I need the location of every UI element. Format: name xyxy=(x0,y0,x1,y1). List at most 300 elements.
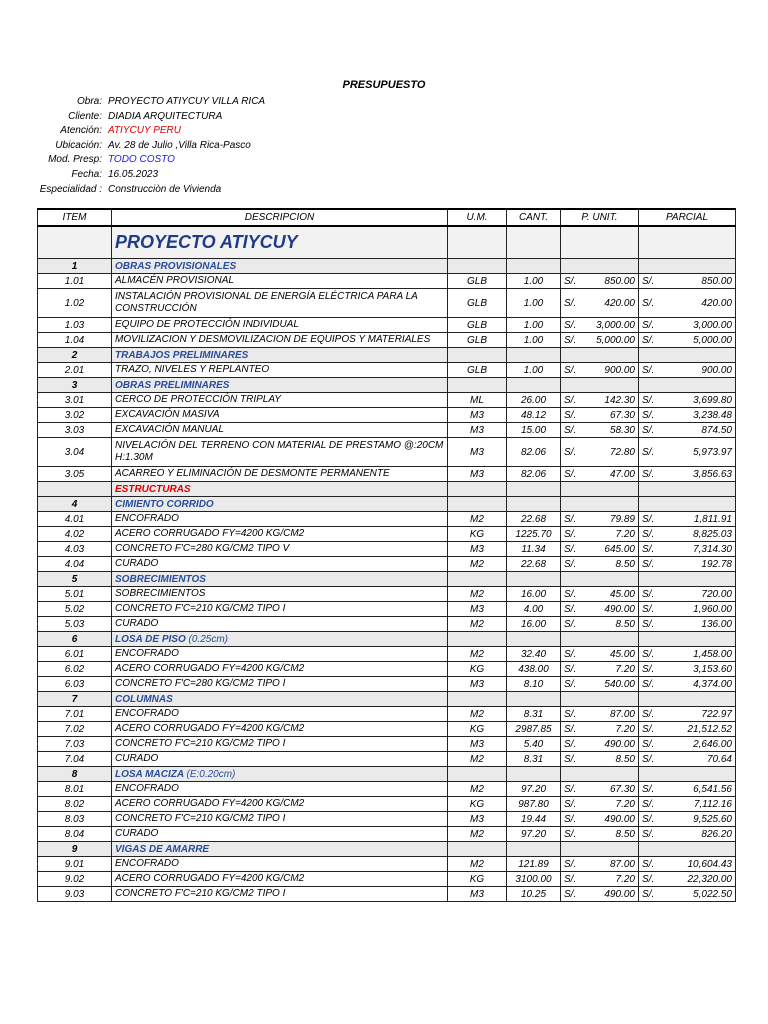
item-unit-price xyxy=(561,617,639,632)
item-description: ENCOFRADO xyxy=(112,782,448,797)
unit-price-value: 8.50 xyxy=(615,828,635,840)
section-number: 7 xyxy=(38,692,112,707)
currency-symbol: S/. xyxy=(642,513,655,525)
unit-price-value: 79.89 xyxy=(609,513,635,525)
currency-symbol: S/. xyxy=(642,558,655,570)
currency-symbol: S/. xyxy=(642,446,655,458)
item-number: 8.02 xyxy=(38,797,112,812)
section-title-text: VIGAS DE AMARRE xyxy=(115,843,210,855)
partial-value: 8,825.03 xyxy=(693,528,732,540)
item-unit-price xyxy=(561,393,639,408)
currency-symbol: S/. xyxy=(564,873,577,885)
partial-value: 900.00 xyxy=(701,364,732,376)
unit-price-value: 8.50 xyxy=(615,558,635,570)
table-row xyxy=(38,393,736,408)
unit-price-value: 490.00 xyxy=(604,738,635,750)
item-quantity: 5.40 xyxy=(507,737,561,752)
info-row-ubicacion xyxy=(30,139,265,154)
empty-cell xyxy=(561,842,639,857)
info-row-atencion xyxy=(30,124,265,139)
item-unit-price xyxy=(561,872,639,887)
table-row xyxy=(38,602,736,617)
item-unit-price xyxy=(561,363,639,378)
currency-symbol: S/. xyxy=(642,753,655,765)
item-quantity: 4.00 xyxy=(507,602,561,617)
currency-symbol: S/. xyxy=(564,813,577,825)
item-quantity: 16.00 xyxy=(507,617,561,632)
item-unit-price xyxy=(561,289,639,318)
item-number: 6.03 xyxy=(38,677,112,692)
item-description: EXCAVACIÓN MASIVA xyxy=(112,408,448,423)
unit-price-value: 7.20 xyxy=(615,798,635,810)
especialidad-value: Construcciòn de Vivienda xyxy=(108,183,222,195)
section-number: 2 xyxy=(38,348,112,363)
item-partial xyxy=(639,872,736,887)
especialidad-label: Especialidad : xyxy=(39,183,102,195)
item-quantity: 8.10 xyxy=(507,677,561,692)
item-quantity: 22.68 xyxy=(507,557,561,572)
item-number: 1.03 xyxy=(38,318,112,333)
item-number: 5.02 xyxy=(38,602,112,617)
item-description: CONCRETO F'C=210 KG/CM2 TIPO I xyxy=(112,737,448,752)
item-unit-price xyxy=(561,318,639,333)
item-unit-price xyxy=(561,887,639,902)
item-unit-price xyxy=(561,797,639,812)
item-partial xyxy=(639,797,736,812)
item-quantity: 48.12 xyxy=(507,408,561,423)
item-unit: M3 xyxy=(448,542,507,557)
item-number: 7.04 xyxy=(38,752,112,767)
item-number: 7.03 xyxy=(38,737,112,752)
empty-cell xyxy=(448,632,507,647)
currency-symbol: S/. xyxy=(564,753,577,765)
item-unit: M3 xyxy=(448,408,507,423)
item-quantity: 1.00 xyxy=(507,363,561,378)
currency-symbol: S/. xyxy=(642,783,655,795)
item-unit-price xyxy=(561,857,639,872)
item-number: 8.04 xyxy=(38,827,112,842)
partial-value: 1,811.91 xyxy=(693,513,732,525)
item-description: ACERO CORRUGADO FY=4200 KG/CM2 xyxy=(112,662,448,677)
empty-cell xyxy=(507,259,561,274)
currency-symbol: S/. xyxy=(642,873,655,885)
empty-cell xyxy=(448,497,507,512)
table-row xyxy=(38,557,736,572)
item-number: 4.01 xyxy=(38,512,112,527)
partial-value: 3,000.00 xyxy=(693,319,732,331)
section-title xyxy=(112,692,448,707)
table-row xyxy=(38,363,736,378)
unit-price-value: 47.00 xyxy=(609,468,635,480)
empty-cell xyxy=(507,482,561,497)
budget-table xyxy=(37,208,736,902)
unit-price-value: 490.00 xyxy=(604,603,635,615)
item-quantity: 2987.85 xyxy=(507,722,561,737)
item-description: ENCOFRADO xyxy=(112,647,448,662)
section-title-text: OBRAS PROVISIONALES xyxy=(115,260,237,272)
mod-presp-label: Mod. Presp: xyxy=(48,154,102,166)
item-number: 4.04 xyxy=(38,557,112,572)
item-number: 7.02 xyxy=(38,722,112,737)
item-quantity: 1.00 xyxy=(507,274,561,289)
unit-price-value: 58.30 xyxy=(609,424,635,436)
section-number: 8 xyxy=(38,767,112,782)
info-row-mod-presp xyxy=(30,153,265,168)
section-row xyxy=(38,482,736,497)
table-row xyxy=(38,707,736,722)
info-row-cliente xyxy=(30,110,265,125)
currency-symbol: S/. xyxy=(564,409,577,421)
item-unit-price xyxy=(561,722,639,737)
item-description: CONCRETO F'C=210 KG/CM2 TIPO I xyxy=(112,887,448,902)
empty-cell xyxy=(561,632,639,647)
item-quantity: 32.40 xyxy=(507,647,561,662)
table-row xyxy=(38,752,736,767)
item-description: ENCOFRADO xyxy=(112,857,448,872)
empty-cell xyxy=(639,497,736,512)
col-header-item: ITEM xyxy=(38,209,112,226)
empty-cell xyxy=(639,842,736,857)
table-row xyxy=(38,617,736,632)
partial-value: 4,374.00 xyxy=(693,678,732,690)
table-row xyxy=(38,527,736,542)
item-unit: M3 xyxy=(448,887,507,902)
empty-cell xyxy=(561,226,639,259)
currency-symbol: S/. xyxy=(564,783,577,795)
section-title-text: TRABAJOS PRELIMINARES xyxy=(115,349,249,361)
currency-symbol: S/. xyxy=(642,648,655,660)
item-description: TRAZO, NIVELES Y REPLANTEO xyxy=(112,363,448,378)
table-row xyxy=(38,857,736,872)
currency-symbol: S/. xyxy=(642,275,655,287)
item-number: 9.01 xyxy=(38,857,112,872)
unit-price-value: 8.50 xyxy=(615,753,635,765)
item-partial xyxy=(639,318,736,333)
currency-symbol: S/. xyxy=(642,319,655,331)
project-title: PROYECTO ATIYCUY xyxy=(112,226,448,259)
unit-price-value: 142.30 xyxy=(604,394,635,406)
section-title xyxy=(112,259,448,274)
item-description: ACERO CORRUGADO FY=4200 KG/CM2 xyxy=(112,872,448,887)
currency-symbol: S/. xyxy=(564,858,577,870)
item-number: 7.01 xyxy=(38,707,112,722)
currency-symbol: S/. xyxy=(642,708,655,720)
empty-cell xyxy=(507,767,561,782)
currency-symbol: S/. xyxy=(642,588,655,600)
item-unit-price xyxy=(561,438,639,467)
item-partial xyxy=(639,647,736,662)
item-unit-price xyxy=(561,647,639,662)
item-partial xyxy=(639,438,736,467)
cliente-value: DIADIA ARQUITECTURA xyxy=(108,110,223,122)
item-partial xyxy=(639,587,736,602)
obra-value: PROYECTO ATIYCUY VILLA RICA xyxy=(108,96,266,107)
item-unit-price xyxy=(561,602,639,617)
item-description: ACERO CORRUGADO FY=4200 KG/CM2 xyxy=(112,722,448,737)
table-row xyxy=(38,587,736,602)
info-row-fecha xyxy=(30,168,265,183)
section-title-text: LOSA MACIZA xyxy=(115,768,184,780)
unit-price-value: 45.00 xyxy=(609,648,635,660)
section-title-text: LOSA DE PISO xyxy=(115,633,186,645)
item-quantity: 1.00 xyxy=(507,289,561,318)
empty-cell xyxy=(448,842,507,857)
item-number: 1.02 xyxy=(38,289,112,318)
partial-value: 192.78 xyxy=(701,558,732,570)
currency-symbol: S/. xyxy=(642,813,655,825)
unit-price-value: 87.00 xyxy=(609,708,635,720)
item-number: 8.01 xyxy=(38,782,112,797)
item-description: ACERO CORRUGADO FY=4200 KG/CM2 xyxy=(112,527,448,542)
fecha-value: 16.05.2023 xyxy=(108,168,159,180)
empty-cell xyxy=(639,348,736,363)
item-description: CURADO xyxy=(112,827,448,842)
item-quantity: 8.31 xyxy=(507,707,561,722)
table-row xyxy=(38,512,736,527)
item-description: CONCRETO F'C=210 KG/CM2 TIPO I xyxy=(112,602,448,617)
currency-symbol: S/. xyxy=(642,858,655,870)
currency-symbol: S/. xyxy=(564,334,577,346)
item-unit: M3 xyxy=(448,812,507,827)
info-row-obra xyxy=(30,95,265,110)
section-title xyxy=(112,378,448,393)
currency-symbol: S/. xyxy=(564,275,577,287)
item-unit: M3 xyxy=(448,602,507,617)
item-unit: GLB xyxy=(448,363,507,378)
currency-symbol: S/. xyxy=(642,603,655,615)
item-unit: M3 xyxy=(448,737,507,752)
currency-symbol: S/. xyxy=(642,618,655,630)
col-header-cant: CANT. xyxy=(507,209,561,226)
item-quantity: 8.31 xyxy=(507,752,561,767)
item-partial xyxy=(639,617,736,632)
table-row xyxy=(38,467,736,482)
item-unit: GLB xyxy=(448,318,507,333)
currency-symbol: S/. xyxy=(564,708,577,720)
currency-symbol: S/. xyxy=(564,723,577,735)
section-title xyxy=(112,842,448,857)
item-description: NIVELACIÓN DEL TERRENO CON MATERIAL DE PRESTAMO @:20CM H:1.30M xyxy=(112,438,448,467)
item-unit: M2 xyxy=(448,782,507,797)
item-unit-price xyxy=(561,557,639,572)
empty-cell xyxy=(561,692,639,707)
item-quantity: 1.00 xyxy=(507,318,561,333)
currency-symbol: S/. xyxy=(642,828,655,840)
unit-price-value: 420.00 xyxy=(604,297,635,309)
item-partial xyxy=(639,274,736,289)
fecha-label: Fecha: xyxy=(71,168,102,180)
currency-symbol: S/. xyxy=(564,618,577,630)
empty-cell xyxy=(507,842,561,857)
partial-value: 136.00 xyxy=(701,618,732,630)
currency-symbol: S/. xyxy=(642,394,655,406)
section-number: 4 xyxy=(38,497,112,512)
partial-value: 6,541.56 xyxy=(693,783,732,795)
unit-price-value: 7.20 xyxy=(615,723,635,735)
unit-price-value: 3,000.00 xyxy=(596,319,635,331)
item-partial xyxy=(639,423,736,438)
section-number: 3 xyxy=(38,378,112,393)
section-row xyxy=(38,572,736,587)
currency-symbol: S/. xyxy=(564,543,577,555)
currency-symbol: S/. xyxy=(642,297,655,309)
item-unit: M3 xyxy=(448,677,507,692)
currency-symbol: S/. xyxy=(564,528,577,540)
section-row xyxy=(38,842,736,857)
item-unit-price xyxy=(561,542,639,557)
col-header-p-unit: P. UNIT. xyxy=(561,209,639,226)
item-description: CONCRETO F'C=280 KG/CM2 TIPO V xyxy=(112,542,448,557)
empty-cell xyxy=(561,572,639,587)
item-number: 3.01 xyxy=(38,393,112,408)
partial-value: 22,320.00 xyxy=(687,873,732,885)
section-title xyxy=(112,632,448,647)
currency-symbol: S/. xyxy=(564,446,577,458)
partial-value: 874.50 xyxy=(701,424,732,436)
item-unit: M2 xyxy=(448,512,507,527)
item-number: 4.02 xyxy=(38,527,112,542)
item-quantity: 82.06 xyxy=(507,438,561,467)
item-unit-price xyxy=(561,512,639,527)
item-unit: GLB xyxy=(448,289,507,318)
item-quantity: 3100.00 xyxy=(507,872,561,887)
document-title: PRESUPUESTO xyxy=(342,79,426,91)
section-number: 5 xyxy=(38,572,112,587)
currency-symbol: S/. xyxy=(642,678,655,690)
currency-symbol: S/. xyxy=(642,798,655,810)
section-title xyxy=(112,482,448,497)
atencion-label: Atención: xyxy=(60,125,102,137)
item-unit: M2 xyxy=(448,587,507,602)
table-row xyxy=(38,438,736,467)
empty-cell xyxy=(507,692,561,707)
table-row xyxy=(38,887,736,902)
currency-symbol: S/. xyxy=(642,888,655,900)
table-body xyxy=(38,226,736,902)
table-row xyxy=(38,318,736,333)
item-unit-price xyxy=(561,467,639,482)
unit-price-value: 7.20 xyxy=(615,528,635,540)
empty-cell xyxy=(448,767,507,782)
unit-price-value: 67.30 xyxy=(609,409,635,421)
currency-symbol: S/. xyxy=(564,828,577,840)
unit-price-value: 8.50 xyxy=(615,618,635,630)
item-partial xyxy=(639,857,736,872)
section-title xyxy=(112,572,448,587)
item-partial xyxy=(639,812,736,827)
empty-cell xyxy=(448,572,507,587)
item-number: 9.03 xyxy=(38,887,112,902)
section-title-text: SOBRECIMIENTOS xyxy=(115,573,206,585)
currency-symbol: S/. xyxy=(564,663,577,675)
currency-symbol: S/. xyxy=(564,738,577,750)
col-header-parcial: PARCIAL xyxy=(639,209,736,226)
partial-value: 5,973.97 xyxy=(693,446,732,458)
currency-symbol: S/. xyxy=(642,409,655,421)
item-unit: M2 xyxy=(448,707,507,722)
empty-cell xyxy=(639,378,736,393)
empty-cell xyxy=(561,497,639,512)
ubicacion-label: Ubicación: xyxy=(55,139,102,151)
currency-symbol: S/. xyxy=(564,588,577,600)
table-row xyxy=(38,872,736,887)
unit-price-value: 45.00 xyxy=(609,588,635,600)
item-number: 5.01 xyxy=(38,587,112,602)
section-row xyxy=(38,632,736,647)
empty-cell xyxy=(448,226,507,259)
currency-symbol: S/. xyxy=(564,678,577,690)
empty-cell xyxy=(448,378,507,393)
currency-symbol: S/. xyxy=(642,424,655,436)
item-unit: M2 xyxy=(448,857,507,872)
empty-cell xyxy=(507,378,561,393)
item-quantity: 22.68 xyxy=(507,512,561,527)
item-partial xyxy=(639,677,736,692)
item-partial xyxy=(639,752,736,767)
info-row-especialidad xyxy=(30,183,265,198)
project-title-row xyxy=(38,226,736,259)
currency-symbol: S/. xyxy=(564,468,577,480)
empty-cell xyxy=(639,692,736,707)
partial-value: 3,699.80 xyxy=(693,394,732,406)
item-unit: KG xyxy=(448,797,507,812)
table-row xyxy=(38,274,736,289)
partial-value: 3,153.60 xyxy=(693,663,732,675)
currency-symbol: S/. xyxy=(564,394,577,406)
table-row xyxy=(38,647,736,662)
partial-value: 5,022.50 xyxy=(693,888,732,900)
item-unit-price xyxy=(561,423,639,438)
item-description: CURADO xyxy=(112,752,448,767)
partial-value: 2,646.00 xyxy=(693,738,732,750)
cliente-label: Cliente: xyxy=(68,110,102,122)
item-description: CERCO DE PROTECCIÓN TRIPLAY xyxy=(112,393,448,408)
item-number: 1.04 xyxy=(38,333,112,348)
section-row xyxy=(38,692,736,707)
item-quantity: 16.00 xyxy=(507,587,561,602)
item-quantity: 10.25 xyxy=(507,887,561,902)
unit-price-value: 540.00 xyxy=(604,678,635,690)
currency-symbol: S/. xyxy=(564,424,577,436)
item-unit: M3 xyxy=(448,423,507,438)
item-description: CONCRETO F'C=210 KG/CM2 TIPO I xyxy=(112,812,448,827)
item-unit-price xyxy=(561,662,639,677)
empty-cell xyxy=(507,226,561,259)
item-number: 6.01 xyxy=(38,647,112,662)
currency-symbol: S/. xyxy=(642,528,655,540)
item-unit-price xyxy=(561,752,639,767)
item-partial xyxy=(639,737,736,752)
partial-value: 10,604.43 xyxy=(687,858,732,870)
table-row xyxy=(38,827,736,842)
empty-cell xyxy=(448,482,507,497)
empty-cell xyxy=(507,572,561,587)
unit-price-value: 900.00 xyxy=(604,364,635,376)
empty-cell xyxy=(639,482,736,497)
item-unit-price xyxy=(561,408,639,423)
item-number: 5.03 xyxy=(38,617,112,632)
item-unit-price xyxy=(561,333,639,348)
item-number: 1.01 xyxy=(38,274,112,289)
item-partial xyxy=(639,542,736,557)
item-description: EQUIPO DE PROTECCIÓN INDIVIDUAL xyxy=(112,318,448,333)
empty-cell xyxy=(38,226,112,259)
empty-cell xyxy=(561,767,639,782)
section-title xyxy=(112,348,448,363)
currency-symbol: S/. xyxy=(564,513,577,525)
table-row xyxy=(38,542,736,557)
currency-symbol: S/. xyxy=(642,663,655,675)
